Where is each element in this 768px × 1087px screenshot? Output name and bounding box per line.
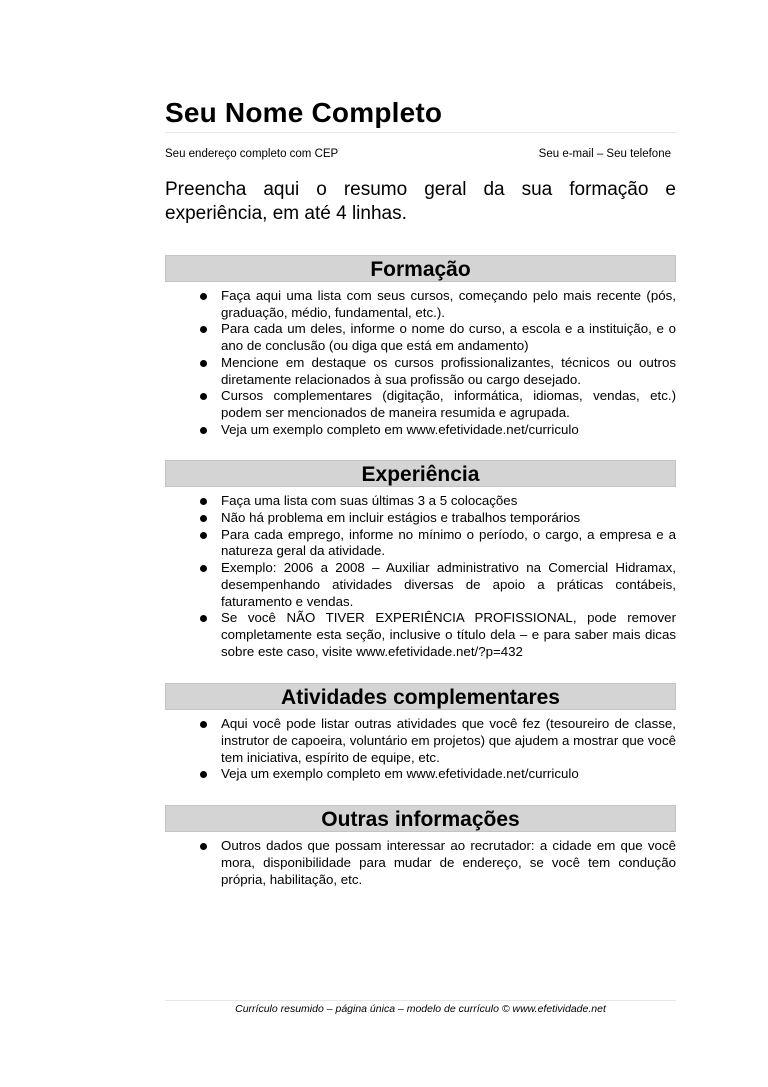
section-title: Formação <box>165 255 676 282</box>
section-outras <box>165 805 676 888</box>
full-name: Seu Nome Completo <box>165 97 443 128</box>
bullet-icon <box>200 843 207 850</box>
address-text: Seu endereço completo com CEP <box>165 148 339 160</box>
section-title: Atividades complementares <box>165 683 676 710</box>
list-item: Outros dados que possam interessar ao recrutador: a cidade em que você mora, disponibilidade para mudar de endereço, se você tem condução própria, habilitação, etc. <box>165 838 676 888</box>
list-item: Cursos complementares (digitação, informática, idiomas, vendas, etc.) podem ser mencionados de maneira resumida e agrupada. <box>165 388 676 421</box>
list-item: Faça uma lista com suas últimas 3 a 5 colocações <box>165 493 676 510</box>
bullet-icon <box>200 721 207 728</box>
list-item: Para cada emprego, informe no mínimo o período, o cargo, a empresa e a natureza geral da atividade. <box>165 527 676 560</box>
contact-line <box>165 147 676 161</box>
email-phone-text: Seu e-mail – Seu telefone <box>538 148 671 160</box>
footer-text: Currículo resumido – página única – modelo de currículo © www.efetividade.net <box>235 1003 606 1015</box>
list-item: Exemplo: 2006 a 2008 – Auxiliar administrativo na Comercial Hidramax, desempenhando atividades diversas de apoio a práticas contábeis, faturamento e vendas. <box>165 560 676 610</box>
section-formacao <box>165 255 676 438</box>
summary-text: Preencha aqui o resumo geral da sua formação e experiência, em até 4 linhas. <box>165 179 676 224</box>
bullet-list <box>165 493 676 660</box>
section-title: Outras informações <box>165 805 676 832</box>
bullet-icon <box>200 427 207 434</box>
list-item: Mencione em destaque os cursos profissionalizantes, técnicos ou outros diretamente relacionados à sua profissão ou cargo desejado. <box>165 355 676 388</box>
bullet-icon <box>200 771 207 778</box>
list-item: Veja um exemplo completo em www.efetividade.net/curriculo <box>165 422 676 439</box>
bullet-list <box>165 716 676 783</box>
bullet-icon <box>200 326 207 333</box>
list-item: Aqui você pode listar outras atividades que você fez (tesoureiro de classe, instrutor de capoeira, voluntário em projetos) que ajudem a mostrar que você tem iniciativa, espírito de equipe, etc. <box>165 716 676 766</box>
bullet-icon <box>200 615 207 622</box>
bullet-list <box>165 838 676 888</box>
list-item: Veja um exemplo completo em www.efetividade.net/curriculo <box>165 766 676 783</box>
name-divider <box>165 132 676 133</box>
bullet-icon <box>200 360 207 367</box>
bullet-icon <box>200 565 207 572</box>
section-atividades <box>165 683 676 783</box>
bullet-icon <box>200 293 207 300</box>
section-experiencia <box>165 460 676 660</box>
section-title: Experiência <box>165 460 676 487</box>
bullet-icon <box>200 498 207 505</box>
list-item: Para cada um deles, informe o nome do curso, a escola e a instituição, e o ano de conclusão (ou diga que está em andamento) <box>165 321 676 354</box>
bullet-list <box>165 288 676 438</box>
bullet-icon <box>200 515 207 522</box>
footer-divider <box>165 1000 676 1001</box>
resume-page <box>165 96 676 888</box>
list-item: Se você NÃO TIVER EXPERIÊNCIA PROFISSIONAL, pode remover completamente esta seção, inclusive o título dela – e para saber mais dicas sobre este caso, visite www.efetividade.net/?p=432 <box>165 610 676 660</box>
list-item: Não há problema em incluir estágios e trabalhos temporários <box>165 510 676 527</box>
bullet-icon <box>200 393 207 400</box>
bullet-icon <box>200 532 207 539</box>
list-item: Faça aqui uma lista com seus cursos, começando pelo mais recente (pós, graduação, médio, fundamental, etc.). <box>165 288 676 321</box>
